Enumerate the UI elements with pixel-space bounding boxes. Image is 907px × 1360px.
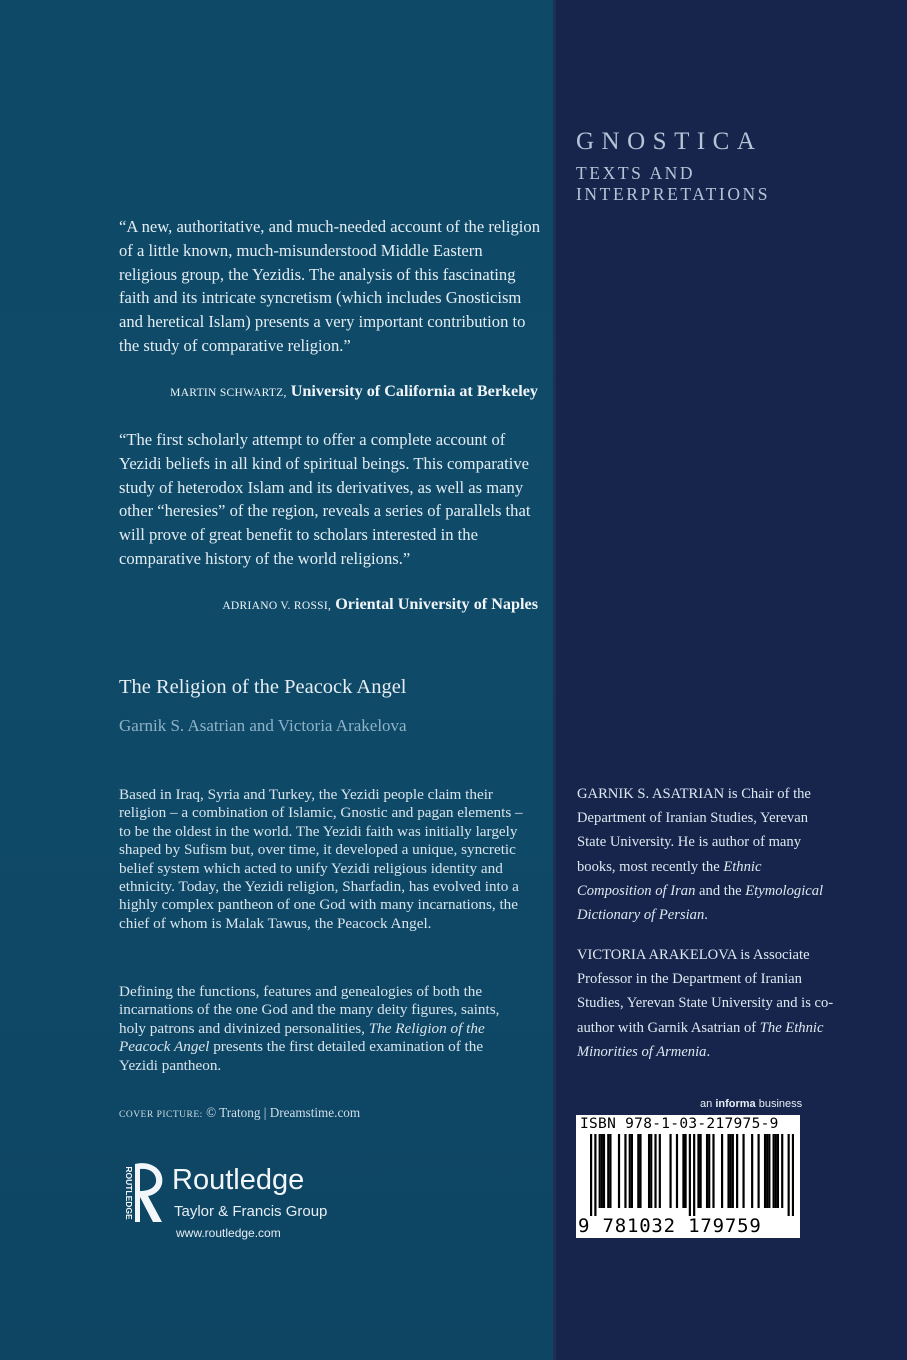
- barcode-bar: [706, 1134, 708, 1208]
- endorser-affiliation-2: Oriental University of Naples: [335, 595, 538, 613]
- blurb-p2-text-a: Defining the functions, features and genealogies of both the incarnations of the one God and the many deity figures, saints, holy patrons and divinized personalities,: [119, 983, 500, 1037]
- barcode-bar: [631, 1134, 633, 1208]
- endorsement-attribution-2: [222, 595, 538, 614]
- endorsement-attribution-1: [170, 382, 538, 401]
- barcode-bar: [654, 1134, 656, 1208]
- barcode-bar: [590, 1134, 592, 1216]
- barcode-bar: [712, 1134, 714, 1208]
- isbn-barcode: [576, 1115, 800, 1238]
- author-bio-1: [577, 782, 837, 927]
- barcode-bar: [603, 1134, 605, 1208]
- barcode-bar: [594, 1134, 596, 1216]
- ean-number: 9 781032 179759: [578, 1215, 762, 1237]
- bio1-italic-2: Etymological Dictionary of Persian: [577, 882, 824, 924]
- series-subtitle-line2: INTERPRETATIONS: [576, 184, 771, 204]
- barcode-bar: [768, 1134, 770, 1208]
- barcode-bar: [659, 1134, 661, 1208]
- barcode-bar: [730, 1134, 732, 1208]
- publisher-group: Taylor & Francis Group: [174, 1203, 328, 1220]
- series-subtitle-line1: TEXTS AND: [576, 163, 696, 183]
- barcode-bar: [609, 1134, 611, 1208]
- logo-spine-text: ROUTLEDGE: [124, 1166, 134, 1220]
- barcode-bars: [590, 1134, 794, 1216]
- book-title: The Religion of the Peacock Angel: [119, 676, 407, 698]
- barcode-bar: [639, 1134, 641, 1208]
- barcode-bar: [721, 1134, 723, 1208]
- publisher-name: Routledge: [172, 1164, 305, 1196]
- barcode-bar: [742, 1134, 744, 1208]
- blurb-p2-text-b: presents the first detailed examination of the Yezidi pantheon.: [119, 1038, 484, 1074]
- barcode-bar: [788, 1134, 790, 1216]
- informa-suffix: business: [758, 1098, 803, 1110]
- barcode-bar: [736, 1134, 738, 1208]
- cover-credit-text: © Tratong | Dreamstime.com: [206, 1105, 361, 1120]
- barcode-bar: [697, 1134, 699, 1208]
- barcode-bar: [607, 1134, 609, 1208]
- blurb-p2-book-title: The Religion of the Peacock Angel: [119, 1019, 485, 1056]
- barcode-bar: [682, 1134, 684, 1208]
- cover-credit-label: COVER PICTURE:: [119, 1110, 203, 1120]
- barcode-bar: [599, 1134, 601, 1208]
- book-authors: Garnik S. Asatrian and Victoria Arakelova: [119, 716, 407, 735]
- barcode-bar: [684, 1134, 686, 1208]
- endorsement-quote-2: “The first scholarly attempt to offer a complete account of Yezidi beliefs in all kind of spiritual beings. This comparative study of heterodox Islam and its derivatives, as well as many other “heresies” of the region, reveals a series of parallels that will prove of great benefit to scholars interested in the comparative history of the world religions.”: [119, 430, 531, 568]
- endorser-name-2: ADRIANO V. ROSSI,: [222, 600, 332, 612]
- barcode-bar: [689, 1134, 691, 1216]
- barcode-bar: [732, 1134, 734, 1208]
- bio2-italic: The Ethnic Minorities of Armenia: [577, 1019, 824, 1060]
- barcode-bar: [629, 1134, 631, 1208]
- endorser-affiliation-1: University of California at Berkeley: [290, 382, 538, 400]
- barcode-bar: [708, 1134, 710, 1208]
- blurb-paragraph-2: [119, 983, 524, 1075]
- barcode-bar: [775, 1134, 777, 1208]
- barcode-bar: [777, 1134, 779, 1208]
- endorser-name-1: MARTIN SCHWARTZ,: [170, 387, 287, 399]
- barcode-bar: [781, 1134, 783, 1208]
- barcode-bar: [757, 1134, 759, 1208]
- barcode-bar: [700, 1134, 702, 1208]
- blurb-paragraph-1: Based in Iraq, Syria and Turkey, the Yezidi people claim their religion – a combination of Islamic, Gnostic and pagan elements – to be the oldest in the world. The Yezidi faith was initially largely shaped by Sufism but, over time, it developed a unique, syncretic belief system which acted to unify Yezidi religious identity and ethnicity. Today, the Yezidi religion, Sharfadin, has evolved into a highly complex pantheon of one God with many incarnations, the chief of whom is Malak Tawus, the Peacock Angel.: [119, 786, 523, 932]
- series-title: GNOSTICA: [576, 128, 763, 155]
- barcode-bar: [693, 1134, 695, 1216]
- barcode-bar: [751, 1134, 753, 1208]
- barcode-bar: [624, 1134, 626, 1208]
- publisher-url: www.routledge.com: [176, 1226, 281, 1240]
- barcode-bar: [727, 1134, 729, 1208]
- barcode-bar: [792, 1134, 794, 1216]
- informa-prefix: an: [700, 1098, 713, 1110]
- bio1-italic-1: Ethnic Composition of Iran: [577, 858, 762, 899]
- barcode-bar: [637, 1134, 639, 1208]
- isbn-number: ISBN 978-1-03-217975-9: [580, 1116, 779, 1132]
- barcode-bar: [676, 1134, 678, 1208]
- cover-picture-credit: [119, 1105, 360, 1121]
- author-bio-2: [577, 943, 837, 1064]
- barcode-bar: [766, 1134, 768, 1208]
- barcode-bar: [648, 1134, 650, 1208]
- bio1-text-a: GARNIK S. ASATRIAN is Chair of the Department of Iranian Studies, Yerevan State University. He is author of many books, most recently the: [577, 786, 811, 875]
- endorsement-quote-1: “A new, authoritative, and much-needed account of the religion of a little known, much-misunderstood Middle Eastern religious group, the Yezidis. The analysis of this fascinating faith and its intricate syncretism (which includes Gnosticism and heretical Islam) presents a very important contribution to the study of comparative religion.”: [119, 217, 540, 355]
- informa-brand: informa: [715, 1098, 756, 1110]
- barcode-bar: [601, 1134, 603, 1208]
- barcode-bar: [773, 1134, 775, 1208]
- barcode-bar: [764, 1134, 766, 1208]
- barcode-bar: [650, 1134, 652, 1208]
- bio2-text-b: .: [706, 1043, 711, 1060]
- barcode-bar: [618, 1134, 620, 1208]
- barcode-bar: [669, 1134, 671, 1208]
- informa-business-tagline: [700, 1098, 802, 1110]
- bio2-text-a: VICTORIA ARAKELOVA is Associate Professor in the Department of Iranian Studies, Yerevan State University and is co-author with Garnik Asatrian of: [577, 947, 834, 1036]
- routledge-logo-icon: [117, 1160, 167, 1226]
- bio1-text-c: .: [704, 907, 708, 924]
- bio1-text-b: and the: [699, 882, 742, 899]
